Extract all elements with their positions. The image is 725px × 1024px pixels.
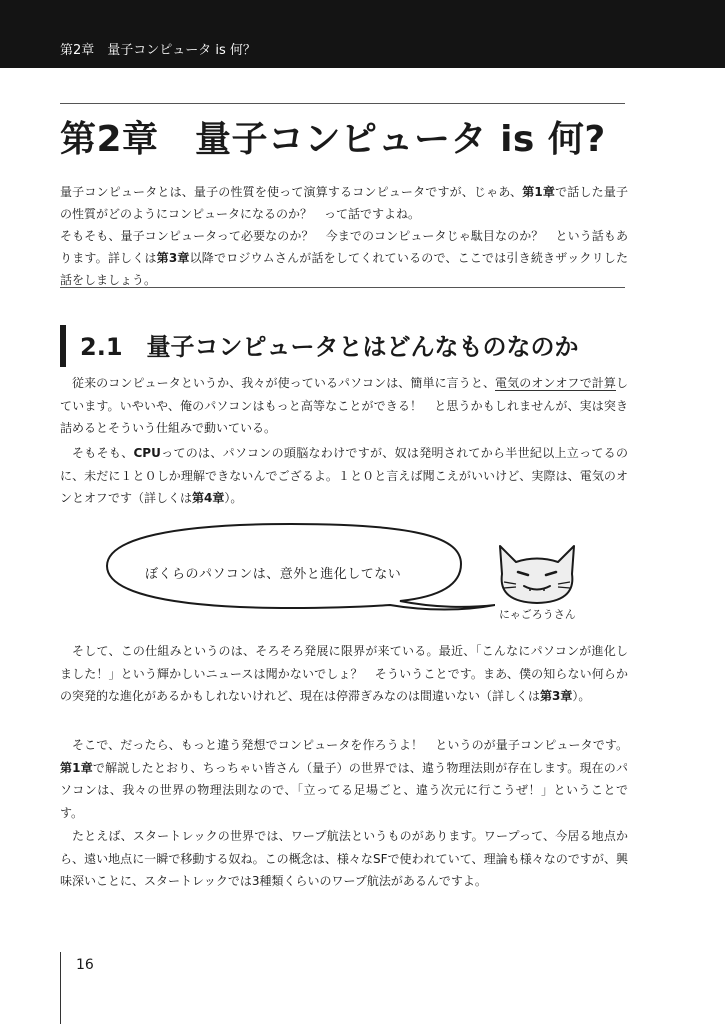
cpu-term: CPU	[133, 446, 161, 460]
running-header	[0, 0, 725, 68]
cat-face-icon	[494, 542, 580, 606]
paragraph-text: しています。いやいや、俺のパソコンはもっと高等なことができる！ と思うかもしれませんが、実は突き詰めるとそういう仕組みで動いている。	[60, 376, 628, 435]
paragraph-1	[60, 372, 628, 440]
section-marker	[60, 325, 66, 367]
paragraph-text: ）。	[572, 689, 591, 703]
paragraph-text: 従来のコンピュータというか、我々が使っているパソコンは、簡単に言うと、	[72, 376, 496, 390]
cat-head	[500, 546, 574, 603]
intro-text: 量子コンピュータとは、量子の性質を使って演算するコンピュータですが、じゃあ、	[60, 185, 523, 199]
character-name: にゃごろうさん	[499, 608, 576, 621]
title-rule-bottom	[60, 287, 625, 288]
title-rule-top	[60, 103, 625, 104]
chapter-ref: 第3章	[156, 251, 190, 265]
paragraph-text: そこで、だったら、もっと違う発想でコンピュータを作ろうよ！ というのが量子コンピュータです。	[72, 738, 628, 752]
paragraph-text: そもそも、	[72, 446, 134, 460]
paragraph-2	[60, 442, 628, 510]
section-title: 2.1 量子コンピュータとはどんなものなのか	[80, 333, 579, 361]
paragraph-5	[60, 825, 628, 893]
intro-text: 以降でロジウムさんが話をしてくれているので、ここでは引き続きザックリした話をしましょう。	[60, 251, 628, 287]
speech-bubble	[95, 512, 495, 617]
intro-text: そもそも、量子コンピュータって必要なのか？ 今までのコンピュータじゃ駄目なのか？ という話もあります。詳しくは	[60, 229, 628, 265]
chapter-ref: 第3章	[540, 689, 573, 703]
page-number: 16	[76, 957, 94, 973]
chapter-ref: 第1章	[60, 760, 93, 775]
paragraph-3	[60, 640, 628, 708]
page-number-rule	[60, 952, 61, 1024]
paragraph-4	[60, 734, 628, 824]
chapter-title: 第2章 量子コンピュータ is 何?	[60, 119, 606, 160]
intro-text: で話した量子の性質がどのようにコンピュータになるのか？ って話ですよね。	[60, 185, 628, 221]
paragraph-text: ってのは、パソコンの頭脳なわけですが、奴は発明されてから半世紀以上立ってるのに、未だに１と０しか理解できないんでござるよ。１と０と言えば聞こえがいいけど、実際は、電気のオンとオフです（詳しくは	[60, 446, 628, 505]
paragraph-text: で解説したとおり、ちっちゃい皆さん（量子）の世界では、違う物理法則が存在します。現在のパソコンは、我々の世界の物理法則なので、「立ってる足場ごと、違う次元に行こうぜ！」ということです。	[60, 760, 628, 820]
paragraph-text: そして、この仕組みというのは、そろそろ発展に限界が来ている。最近、「こんなにパソコンが進化しました！」という輝かしいニュースは聞かないでしょ？ そういうことです。まあ、僕の知らない何らかの突発的な進化があるかもしれないけれど、現在は停滞ぎみなのは間違いない（詳しくは	[60, 644, 628, 703]
chapter-intro	[60, 181, 628, 291]
chapter-ref: 第4章	[192, 491, 225, 505]
running-header-title: 第2章 量子コンピュータ is 何？	[60, 43, 256, 58]
chapter-ref: 第1章	[522, 185, 556, 199]
paragraph-text: たとえば、スタートレックの世界では、ワープ航法というものがあります。ワープって、今居る地点から、遠い地点に一瞬で移動する奴ね。この概念は、様々なSFで使われていて、理論も様々なのですが、興味深いことに、スタートレックでは3種類くらいのワープ航法があるんですよ。	[60, 829, 628, 888]
underlined-phrase: 電気のオンオフで計算	[495, 376, 616, 390]
speech-bubble-text: ぼくらのパソコンは、意外と進化してない	[145, 567, 402, 582]
paragraph-text: ）。	[224, 491, 243, 505]
